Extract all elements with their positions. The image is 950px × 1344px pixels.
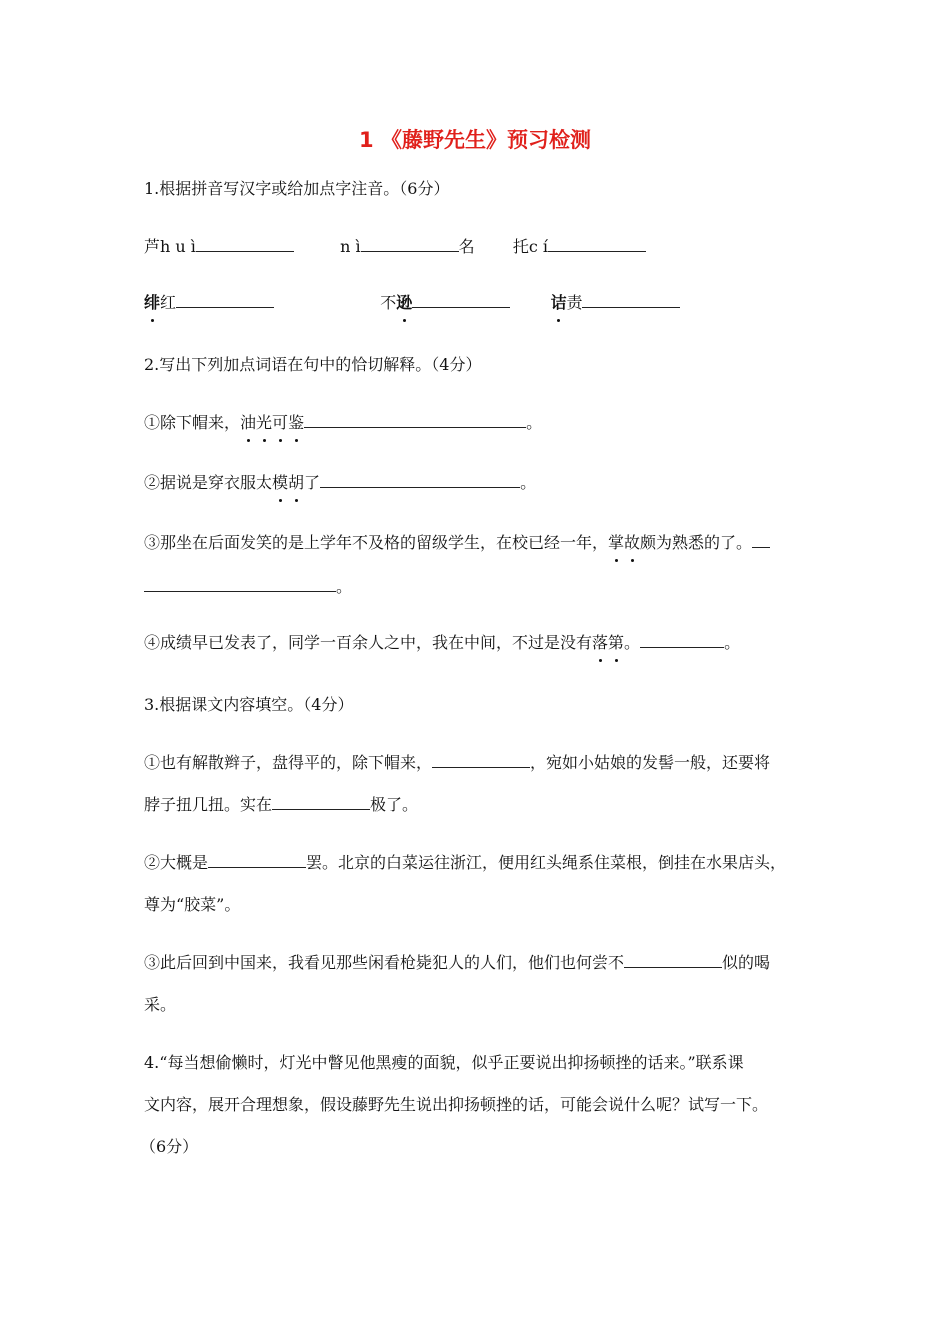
q1-item-ni-label: n ì bbox=[340, 237, 361, 256]
answer-blank[interactable] bbox=[176, 293, 274, 308]
answer-blank[interactable] bbox=[548, 237, 646, 252]
q3-item-1 bbox=[144, 750, 770, 773]
q2-item-4 bbox=[144, 630, 740, 653]
q1-item-feihong-suffix: 红 bbox=[160, 293, 177, 312]
q2-item-3-text: ③那坐在后面发笑的是上学年不及格的留级学生，在校已经一年， bbox=[144, 533, 609, 552]
answer-blank[interactable] bbox=[361, 237, 459, 252]
q2-item-2-suffix: 了 bbox=[304, 473, 321, 492]
dotted-char: 模 bbox=[272, 470, 288, 493]
answer-blank[interactable] bbox=[208, 853, 306, 868]
q3-item-3 bbox=[144, 950, 770, 973]
q3-item-1-cont bbox=[144, 792, 418, 815]
q4-line-3: （6分） bbox=[140, 1137, 199, 1156]
q3-heading: 3.根据课文内容填空。（4分） bbox=[144, 695, 354, 714]
answer-blank[interactable] bbox=[272, 795, 370, 810]
q3-item-2-text-b: 罢。北京的白菜运往浙江，便用红头绳系住菜根，倒挂在水果店头， bbox=[306, 853, 787, 872]
q2-item-2-text: ②据说是穿衣服太 bbox=[144, 473, 273, 492]
q2-item-3-cont bbox=[144, 574, 352, 597]
q3-item-2 bbox=[144, 850, 786, 873]
dotted-char: 光 bbox=[256, 410, 272, 433]
dotted-char: 可 bbox=[272, 410, 288, 433]
dotted-char: 鉴 bbox=[288, 410, 304, 433]
q2-item-2-end: 。 bbox=[520, 473, 537, 492]
q1-item-ci-label: 托c í bbox=[512, 237, 548, 256]
q1-heading: 1.根据拼音写汉字或给加点字注音。（6分） bbox=[144, 179, 450, 198]
answer-blank[interactable] bbox=[412, 293, 510, 308]
q3-item-1-text-c: 脖子扭几扭。实在 bbox=[144, 795, 273, 814]
q1-item-ni-suffix: 名 bbox=[458, 237, 475, 256]
q3-item-3-cont: 采。 bbox=[144, 995, 177, 1014]
q2-item-4-suffix: 。 bbox=[624, 633, 641, 652]
answer-blank[interactable] bbox=[624, 953, 722, 968]
q4-line-2: 文内容，展开合理想象，假设藤野先生说出抑扬顿挫的话，可能会说什么呢？试写一下。 bbox=[144, 1095, 769, 1114]
dotted-char: 诘 bbox=[550, 290, 566, 313]
q3-item-1-text-b: ，宛如小姑娘的发髻一般，还要将 bbox=[530, 753, 771, 772]
q3-item-1-text: ①也有解散辫子，盘得平的，除下帽来， bbox=[144, 753, 433, 772]
dotted-char: 落 bbox=[592, 630, 608, 653]
dotted-char: 逊 bbox=[396, 290, 412, 313]
q2-item-4-text: ④成绩早已发表了，同学一百余人之中，我在中间，不过是没有 bbox=[144, 633, 593, 652]
answer-blank[interactable] bbox=[144, 577, 336, 592]
q2-item-1 bbox=[144, 410, 542, 433]
answer-blank[interactable] bbox=[582, 293, 680, 308]
dotted-char: 胡 bbox=[288, 470, 304, 493]
q3-item-3-text: ③此后回到中国来，我看见那些闲看枪毙犯人的人们，他们也何尝不 bbox=[144, 953, 625, 972]
q4-line-1: 4.“每当想偷懒时，灯光中瞥见他黑瘦的面貌，似乎正要说出抑扬顿挫的话来。”联系课 bbox=[144, 1053, 744, 1072]
dotted-char: 掌 bbox=[608, 530, 624, 553]
q1-item-jieze-suffix: 责 bbox=[566, 293, 583, 312]
q2-item-3-end: 。 bbox=[336, 577, 353, 596]
q2-item-3 bbox=[144, 530, 770, 553]
dotted-char: 故 bbox=[624, 530, 640, 553]
q2-heading: 2.写出下列加点词语在句中的恰切解释。（4分） bbox=[144, 355, 482, 374]
q3-item-2-cont: 尊为“胶菜”。 bbox=[144, 895, 241, 914]
answer-blank[interactable] bbox=[640, 633, 724, 648]
answer-blank[interactable] bbox=[320, 473, 520, 488]
q2-item-4-end: 。 bbox=[724, 633, 741, 652]
answer-blank[interactable] bbox=[752, 533, 770, 548]
q1-item-hui-label: 芦h u ì bbox=[144, 237, 196, 256]
q3-item-2-text: ②大概是 bbox=[144, 853, 209, 872]
q3-item-3-text-b: 似的喝 bbox=[722, 953, 771, 972]
answer-blank[interactable] bbox=[432, 753, 530, 768]
q3-item-1-text-d: 极了。 bbox=[370, 795, 419, 814]
q1-item-buxun-prefix: 不 bbox=[380, 293, 397, 312]
dotted-char: 绯 bbox=[144, 290, 160, 313]
page-title: 1 《藤野先生》预习检测 bbox=[359, 128, 591, 152]
q1-row1 bbox=[144, 234, 646, 257]
q2-item-2 bbox=[144, 470, 536, 493]
answer-blank[interactable] bbox=[196, 237, 294, 252]
q2-item-1-end: 。 bbox=[526, 413, 543, 432]
dotted-char: 油 bbox=[240, 410, 256, 433]
answer-blank[interactable] bbox=[304, 413, 526, 428]
q1-row2 bbox=[144, 290, 680, 313]
dotted-char: 第 bbox=[608, 630, 624, 653]
q2-item-1-text: ①除下帽来， bbox=[144, 413, 241, 432]
q2-item-3-suffix: 颇为熟悉的了。 bbox=[640, 533, 753, 552]
